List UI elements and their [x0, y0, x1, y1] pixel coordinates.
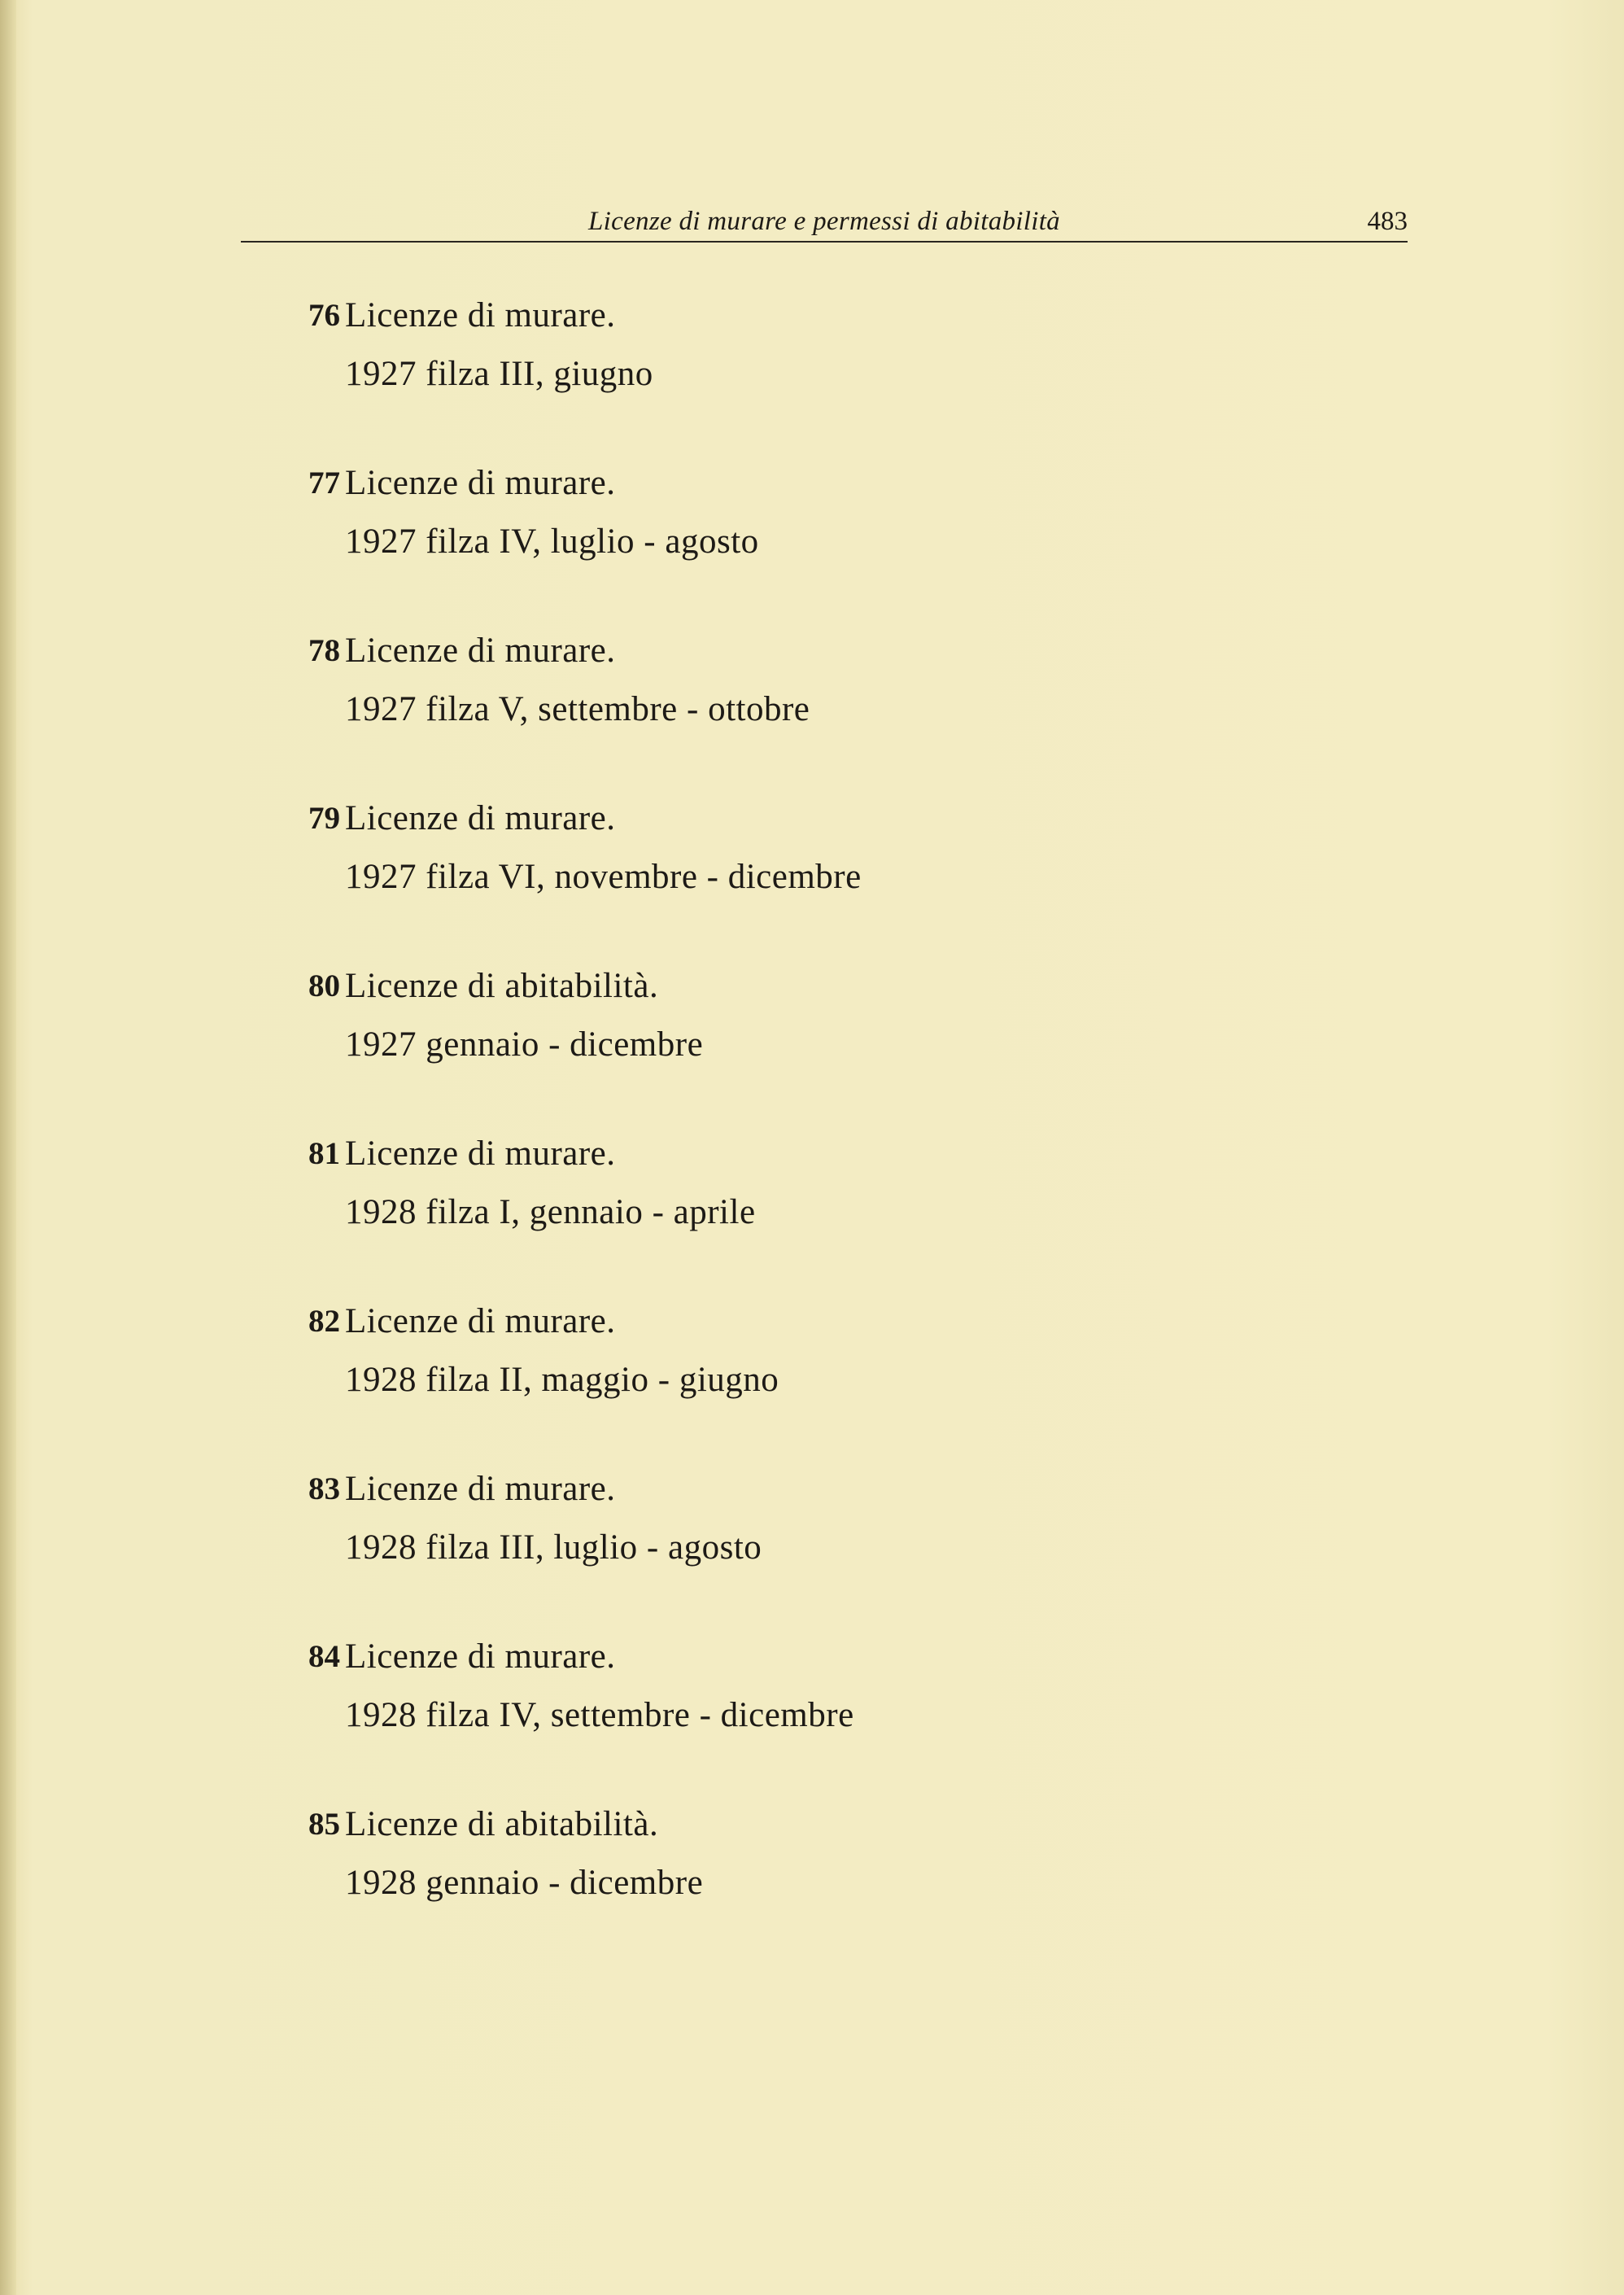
entry-number: 76	[308, 298, 340, 333]
entry-77	[241, 461, 1217, 628]
entry-detail: 1927 filza III, giugno	[345, 355, 653, 393]
entry-81	[241, 1131, 1217, 1299]
entry-detail: 1927 filza V, settembre - ottobre	[345, 690, 810, 728]
entry-detail: 1927 filza VI, novembre - dicembre	[345, 858, 862, 896]
entry-title: Licenze di murare.	[345, 1302, 616, 1340]
entry-80	[241, 964, 1217, 1131]
entry-detail: 1927 gennaio - dicembre	[345, 1025, 704, 1064]
entry-79	[241, 796, 1217, 964]
entry-title: Licenze di murare.	[345, 464, 616, 502]
entry-title: Licenze di murare.	[345, 296, 616, 334]
page-number: 483	[1367, 207, 1408, 236]
entry-82	[241, 1299, 1217, 1467]
entry-number: 81	[308, 1136, 340, 1171]
entry-title: Licenze di murare.	[345, 632, 616, 670]
page-header	[241, 203, 1408, 243]
entry-number: 84	[308, 1639, 340, 1674]
entry-title: Licenze di murare.	[345, 799, 616, 837]
entry-detail: 1928 filza II, maggio - giugno	[345, 1361, 779, 1399]
entry-detail: 1928 gennaio - dicembre	[345, 1864, 704, 1902]
entry-number: 82	[308, 1304, 340, 1339]
entry-number: 79	[308, 801, 340, 836]
entry-detail: 1928 filza I, gennaio - aprile	[345, 1193, 756, 1231]
entry-85	[241, 1802, 1217, 1969]
entry-84	[241, 1634, 1217, 1802]
entry-76	[241, 293, 1217, 461]
entry-list	[241, 293, 1217, 1969]
entry-title: Licenze di murare.	[345, 1637, 616, 1676]
entry-number: 80	[308, 968, 340, 1003]
entry-title: Licenze di abitabilità.	[345, 967, 659, 1005]
entry-detail: 1928 filza III, luglio - agosto	[345, 1528, 762, 1567]
entry-number: 77	[308, 466, 340, 501]
entry-detail: 1927 filza IV, luglio - agosto	[345, 522, 759, 561]
entry-detail: 1928 filza IV, settembre - dicembre	[345, 1696, 854, 1734]
paper-edge	[0, 0, 16, 2295]
entry-title: Licenze di abitabilità.	[345, 1805, 659, 1843]
entry-title: Licenze di murare.	[345, 1134, 616, 1173]
entry-number: 78	[308, 633, 340, 668]
running-title: Licenze di murare e permessi di abitabilità	[588, 207, 1060, 236]
entry-78	[241, 628, 1217, 796]
entry-number: 85	[308, 1807, 340, 1842]
entry-83	[241, 1467, 1217, 1634]
entry-title: Licenze di murare.	[345, 1470, 616, 1508]
entry-number: 83	[308, 1471, 340, 1506]
